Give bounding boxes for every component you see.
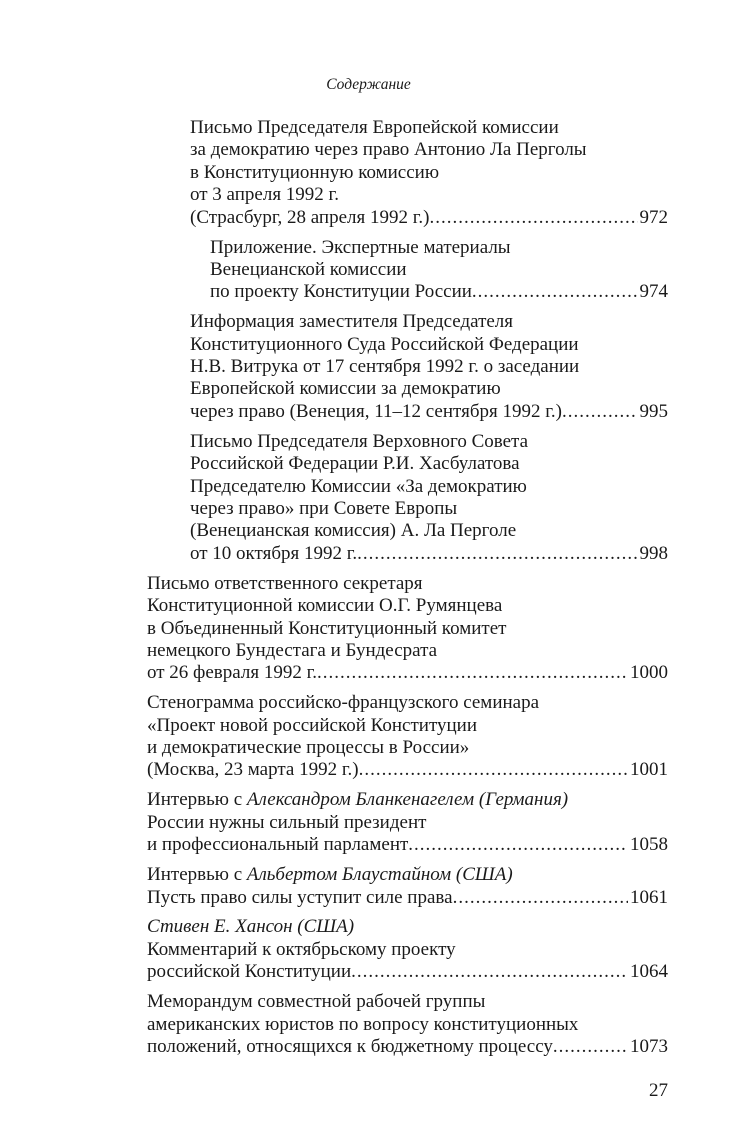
toc-entry-line [210,237,668,259]
title-text: через право» при Совете Европы [190,498,458,519]
author-name: Стивен Е. Хансон (США) [147,916,355,938]
toc-entry [147,117,668,229]
toc-entry-line [147,864,668,886]
toc-entry-text [147,618,506,639]
leader-dots [553,1036,628,1058]
toc-entry-line [147,573,668,595]
toc-entry-line [147,640,668,662]
toc-entry-line [190,378,668,400]
toc-entry-text [147,864,513,885]
title-text: за демократию через право Антонио Ла Перголы [190,139,587,161]
toc-entry-text [190,162,439,183]
title-text: от 26 февраля 1992 г. [147,662,317,684]
toc-entry-line [147,662,668,684]
title-text: Письмо ответственного секретаря [147,572,423,594]
toc-entry-line [147,1014,668,1036]
toc-page-number: 974 [639,281,668,303]
toc-entry-line [147,991,668,1013]
toc-entry-line [147,1036,668,1058]
author-name: Альбертом Блаустайном (США) [246,864,513,886]
toc-entry [147,311,668,423]
toc-entry [147,916,668,983]
toc-entry-text [147,991,485,1012]
title-text: (Венецианская комиссия) А. Ла Перголе [190,520,517,542]
title-text: и профессиональный парламент [147,834,409,856]
title-text: Пусть право силы уступит силе права [147,886,453,908]
title-text: Интервью с [147,789,247,811]
toc-entry-line [190,431,668,453]
title-text: «Проект новой российской Конституции [147,714,477,736]
toc-entry-line [147,939,668,961]
title-text: по проекту Конституции России [210,281,472,303]
toc-page-number: 1058 [630,834,668,856]
toc-entry-line [147,812,668,834]
toc-entry-text [147,834,408,856]
title-text: и демократические процессы в России» [147,737,470,759]
leader-dots [351,961,628,983]
title-text: (Москва, 23 марта 1992 г.) [147,759,359,781]
toc-entry-line [190,162,668,184]
title-text: Венецианской комиссии [210,258,407,280]
title-text: в Конституционную комиссию [190,161,440,183]
toc-entry-line [210,259,668,281]
toc-page-number: 998 [639,542,668,564]
title-text: России нужны сильный президент [147,811,427,833]
toc-entry-line [190,356,668,378]
title-text: Интервью с [147,864,247,886]
title-text: Комментарий к октябрьскому проекту [147,938,456,960]
title-text: от 3 апреля 1992 г. [190,184,339,206]
toc-entry-text [190,520,516,541]
toc-entry-line [190,476,668,498]
toc-entry-line [210,281,668,303]
toc-entry-text [190,498,457,519]
toc-page-number: 1001 [630,759,668,781]
toc-entry-text [190,356,579,377]
toc-entry-line [190,334,668,356]
title-text: Российской Федерации Р.И. Хасбулатова [190,453,520,475]
toc-entry-line [190,184,668,206]
title-text: от 10 октября 1992 г. [190,542,358,564]
toc-entry-text [190,334,579,355]
leader-dots [317,662,628,684]
toc-entry-text [147,692,539,713]
title-text: через право (Венеция, 11–12 сентября 1992 г.) [190,400,562,422]
toc-entry-text [147,961,351,983]
toc-entry-text [147,640,437,661]
toc-page-number: 1064 [630,961,668,983]
title-text: немецкого Бундестага и Бундесрата [147,639,438,661]
toc-entry-line [147,916,668,938]
toc-entry-line [190,520,668,542]
toc-entry [147,237,668,304]
toc-entry-text [210,237,511,258]
toc-entry-line [147,715,668,737]
leader-dots [359,759,628,781]
toc-entry-text [147,1036,553,1058]
leader-dots [357,543,637,565]
toc-page-number: 995 [639,400,668,422]
toc-entry [147,864,668,909]
toc-entry-text [190,476,527,497]
toc-entry [147,692,668,782]
toc-entry-text [147,737,469,758]
title-text: (Страсбург, 28 апреля 1992 г.) [190,206,430,228]
toc-entry-text [190,378,501,399]
author-name: Александром Бланкенагелем (Германия) [246,789,569,811]
toc-entry-line [190,453,668,475]
toc-entry-text [147,789,568,810]
leader-dots [453,887,628,909]
toc-entry-text [190,401,562,423]
title-text: Конституционного Суда Российской Федерации [190,333,579,355]
table-of-contents [147,117,668,1066]
leader-dots [429,207,637,229]
toc-page-number: 1000 [630,662,668,684]
page-number: 27 [649,1080,668,1101]
title-text: Приложение. Экспертные материалы [210,236,511,258]
toc-entry-line [190,401,668,423]
toc-entry-line [190,117,668,139]
toc-entry-text [190,311,513,332]
toc-entry-text [147,662,317,684]
toc-page-number: 1073 [630,1035,668,1057]
toc-entry-text [190,184,339,205]
title-text: Информация заместителя Председателя [190,311,514,333]
toc-entry-line [190,207,668,229]
toc-entry-line [190,498,668,520]
toc-entry-text [147,759,359,781]
toc-page-number: 1061 [630,886,668,908]
toc-entry-text [190,139,587,160]
toc-entry-text [190,543,357,565]
title-text: российской Конституции [147,961,352,983]
toc-entry-line [190,311,668,333]
toc-entry-line [147,737,668,759]
toc-entry-line [147,961,668,983]
toc-entry-text [210,281,472,303]
running-header: Содержание [326,76,411,93]
toc-entry-line [147,789,668,811]
toc-entry-text [147,916,354,937]
toc-entry [147,431,668,565]
title-text: положений, относящихся к бюджетному процессу [147,1035,553,1057]
toc-entry-text [147,812,426,833]
leader-dots [472,281,638,303]
toc-entry-text [190,207,429,229]
toc-entry-text [147,595,502,616]
toc-entry-line [147,759,668,781]
toc-entry-line [147,887,668,909]
toc-entry-text [190,453,520,474]
toc-entry-text [147,573,423,594]
toc-entry-line [190,139,668,161]
toc-entry-text [210,259,407,280]
toc-entry [147,573,668,685]
toc-entry-text [147,939,456,960]
toc-entry-text [190,431,528,452]
toc-entry-line [147,618,668,640]
toc-entry [147,991,668,1058]
toc-entry-text [190,117,559,138]
title-text: Конституционной комиссии О.Г. Румянцева [147,595,503,617]
toc-entry-line [147,595,668,617]
toc-entry-text [147,715,477,736]
toc-entry-line [147,692,668,714]
title-text: Письмо Председателя Верховного Совета [190,430,529,452]
leader-dots [408,834,628,856]
toc-page-number: 972 [639,206,668,228]
toc-entry [147,789,668,856]
title-text: Европейской комиссии за демократию [190,378,501,400]
title-text: в Объединенный Конституционный комитет [147,617,507,639]
title-text: Стенограмма российско-французского семинара [147,692,540,714]
title-text: Меморандум совместной рабочей группы [147,991,486,1013]
toc-entry-text [147,1014,578,1035]
toc-entry-text [147,887,453,909]
toc-entry-line [190,543,668,565]
title-text: Н.В. Витрука от 17 сентября 1992 г. о заседании [190,356,580,378]
title-text: Письмо Председателя Европейской комиссии [190,117,559,138]
leader-dots [562,401,638,423]
toc-entry-line [147,834,668,856]
title-text: американских юристов по вопросу конституционных [147,1013,579,1035]
title-text: Председателю Комиссии «За демократию [190,475,527,497]
